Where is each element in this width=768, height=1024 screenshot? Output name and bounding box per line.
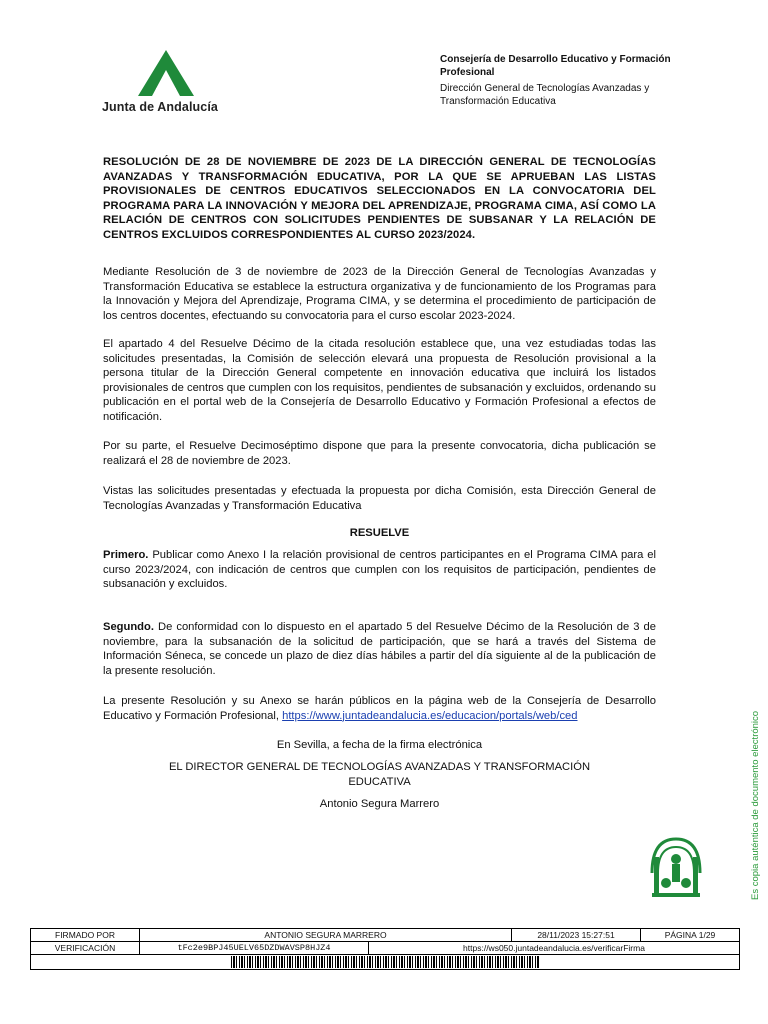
paragraph-publication [103,694,656,723]
junta-logo [102,48,232,114]
authentic-copy-note [740,710,761,900]
directorate-name: Dirección General de Tecnologías Avanzadas y Transformación Educativa [440,83,650,107]
primero-text: Publicar como Anexo I la relación provisional de centros participantes en el Programa CIMA para el curso 2023/2024, con indicación de centros que cumplen con los requisitos de participación, pendientes de subsanación y excluidos. [103,549,656,591]
segundo-lead: Segundo. [103,621,154,633]
signer-role-line-2: EDUCATIVA [348,775,411,788]
page-number: PÁGINA 1/29 [641,929,740,942]
andalucia-seal-icon [648,833,704,899]
verify-label: VERIFICACIÓN [31,942,140,955]
ced-portal-link[interactable]: https://www.juntadeandalucia.es/educacion/portals/web/ced [282,709,578,722]
signature-place: En Sevilla, a fecha de la firma electrónica [276,739,483,751]
signed-by-row [31,929,740,942]
publication-text: La presente Resolución y su Anexo se harán públicos en la página web de la Consejería de Desarrollo Educativo y Formación Profesional, [103,695,656,722]
barcode-cell [31,955,740,970]
authentic-copy-text: Es copia auténtica de documento electrónico [750,710,761,900]
segundo-text: De conformidad con lo dispuesto en el apartado 5 del Resuelve Décimo de la Resolución de 3 de noviembre, para la subsanación de la solicitud de participación, que se hará a través del Sistema de Información Séneca, se concede un plazo de diez días hábiles a partir del día siguiente al de la publicación de la presente resolución. [103,621,656,677]
paragraph-2: El apartado 4 del Resuelve Décimo de la citada resolución establece que, una vez estudiadas todas las solicitudes presentadas, la Comisión de selección elevará una propuesta de Resolución provisional a la persona titular de la Dirección General competente en innovación educativa que incluirá los listados provisionales de centros que cumplen con los requisitos, pendientes de subsanación y excluidos, ordenando su publicación en el portal web de la Consejería de Desarrollo Educativo y Formación Profesional a efectos de notificación. [103,338,656,423]
paragraph-primero [103,548,656,592]
header-organization [440,53,680,108]
signer-role-line-1: EL DIRECTOR GENERAL DE TECNOLOGÍAS AVANZADAS Y TRANSFORMACIÓN [168,761,591,773]
verify-code: tFc2e9BPJ45UELV65DZDWAVSP8HJZ4 [140,942,369,955]
logo-text: Junta de Andalucía [102,100,218,114]
resolution-title: RESOLUCIÓN DE 28 DE NOVIEMBRE DE 2023 DE LA DIRECCIÓN GENERAL DE TECNOLOGÍAS AVANZADAS Y TRANSFORMACIÓN EDUCATIVA, POR LA QUE SE APRUEBAN LAS LISTAS PROVISIONALES DE CENTROS EDUCATIVOS SELECCIONADOS EN LA CONVOCATORIA DEL PROGRAMA PARA LA INNOVACIÓN Y MEJORA DEL APRENDIZAJE, PROGRAMA CIMA, ASÍ COMO LA RELACIÓN DE CENTROS CON SOLICITUDES PENDIENTES DE SUBSANAR Y LA RELACIÓN DE CENTROS EXCLUIDOS CORRESPONDIENTES AL CURSO 2023/2024. [103,156,656,241]
resuelve-heading: RESUELVE [349,527,410,539]
signed-value: ANTONIO SEGURA MARRERO [140,929,512,942]
junta-logo-icon [132,48,200,98]
signature-footer-table [30,928,740,970]
paragraph-segundo [103,620,656,678]
paragraph-4: Vistas las solicitudes presentadas y efectuada la propuesta por dicha Comisión, esta Dirección General de Tecnologías Avanzadas y Transformación Educativa [103,485,656,512]
paragraph-3: Por su parte, el Resuelve Decimoséptimo dispone que para la presente convocatoria, dicha publicación se realizará el 28 de noviembre de 2023. [103,440,656,467]
verification-row [31,942,740,955]
signer-role [103,760,656,789]
verify-url[interactable]: https://ws050.juntadeandalucia.es/verificarFirma [369,942,740,955]
signed-date: 28/11/2023 15:27:51 [512,929,641,942]
primero-lead: Primero. [103,549,149,561]
barcode-icon [231,956,539,968]
department-name: Consejería de Desarrollo Educativo y Formación Profesional [440,54,671,78]
signer-name: Antonio Segura Marrero [319,798,440,810]
paragraph-1: Mediante Resolución de 3 de noviembre de 2023 de la Dirección General de Tecnologías Avanzadas y Transformación Educativa se establece la estructura organizativa y de funcionamiento de los Programas para la Innovación y Mejora del Aprendizaje, Programa CIMA, y se determina el procedimiento de participación de los centros docentes, efectuando su convocatoria para el curso escolar 2023-2024. [103,266,656,322]
barcode-row [31,955,740,970]
signed-label: FIRMADO POR [31,929,140,942]
